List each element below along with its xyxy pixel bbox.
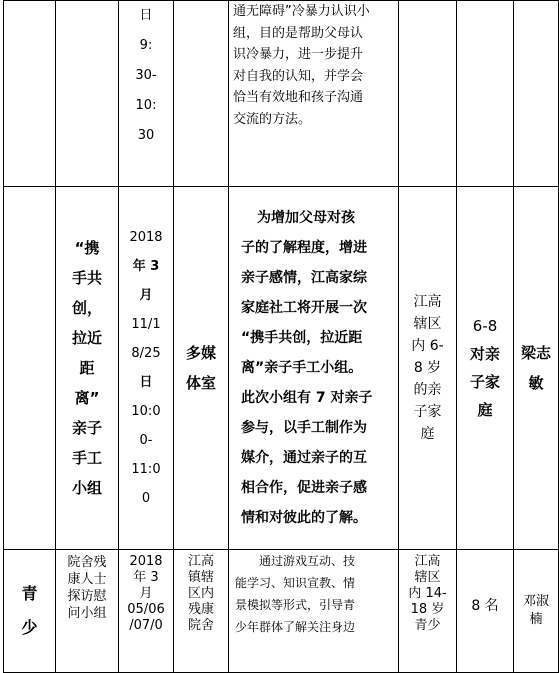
date-line: /07/0 <box>129 618 163 633</box>
description-line: 媒介，通过亲子的互 <box>241 450 367 466</box>
activity-name-line: 离” <box>74 389 100 407</box>
activity-name-line: 手工 <box>71 449 102 467</box>
venue-line: 江高 <box>187 554 214 569</box>
activity-name-line: 院舍残 <box>67 555 107 570</box>
venue-line: 多媒 <box>185 344 216 362</box>
description-cell <box>229 187 399 550</box>
participant-count-line: 子家 <box>469 373 500 391</box>
table-row <box>4 1 559 187</box>
table-row <box>4 550 559 673</box>
staff-line: 梁志 <box>520 344 551 362</box>
activity-name-cell <box>56 1 119 187</box>
description-cell <box>229 1 399 187</box>
category-cell <box>4 187 56 550</box>
date-line: 11:0 <box>131 462 161 477</box>
venue-cell <box>174 1 229 187</box>
staff-line: 楠 <box>529 612 543 627</box>
participant-count-line: 8 名 <box>471 597 499 614</box>
activity-name-line: 创， <box>71 299 102 317</box>
target-group-line: 辖区 <box>413 316 442 332</box>
activity-name-cell <box>56 187 119 550</box>
participant-count-line: 庭 <box>477 401 493 419</box>
target-group-cell <box>399 1 457 187</box>
target-group-line: 内 14- <box>408 586 447 601</box>
venue-line: 残康 <box>187 602 214 617</box>
description-line: 参与，以手工制作为 <box>241 420 367 436</box>
description-cell <box>229 550 399 673</box>
date-line: 10:0 <box>131 404 161 419</box>
description-line: 亲子感情，江高家综 <box>241 270 367 286</box>
description-line: 景模拟等形式，引导青 <box>235 598 356 612</box>
venue-cell <box>174 187 229 550</box>
table-row <box>4 187 559 550</box>
description-line: 子的了解程度，增进 <box>241 240 367 256</box>
date-line: 30 <box>137 128 155 143</box>
target-group-line: 江高 <box>413 294 442 310</box>
description-line: 组，目的是帮助父母认 <box>233 25 364 41</box>
target-group-cell <box>399 187 457 550</box>
target-group-line: 18 岁 <box>410 602 445 617</box>
date-line: 月 <box>139 586 153 601</box>
target-group-line: 庭 <box>420 426 435 442</box>
category-cell: 青 少 <box>4 550 56 673</box>
activity-name-line: 距 <box>79 359 95 377</box>
description-line: 通过游戏互动、技 <box>259 554 356 568</box>
description-line: 为增加父母对孩 <box>257 210 355 226</box>
participant-count-cell <box>457 1 514 187</box>
description-line: 情和对彼此的了解。 <box>241 510 367 526</box>
activity-name-line: 拉近 <box>71 329 102 347</box>
target-group-line: 的亲 <box>413 382 442 398</box>
participant-count-line: 6-8 <box>472 317 498 335</box>
description-line: 少年群体了解关注身边 <box>235 620 356 634</box>
activity-name-line: 探访慰 <box>67 589 107 604</box>
date-line: 11/1 <box>131 317 161 332</box>
target-group-line: 江高 <box>414 554 441 569</box>
date-line: 年 3 <box>132 259 160 274</box>
category-cell <box>4 1 56 187</box>
description-line: 通无障碍”冷暴力认识小 <box>233 4 370 19</box>
activity-schedule-table <box>3 0 559 673</box>
date-line: 10: <box>135 98 157 113</box>
description-line: 识冷暴力，进一步提升 <box>233 47 364 62</box>
venue-line: 体室 <box>185 374 216 392</box>
date-line: 日 <box>139 375 153 390</box>
staff-line: 敏 <box>528 374 544 392</box>
date-line: 05/06 <box>127 602 165 617</box>
date-line: 年 3 <box>133 570 159 585</box>
description-line: 离”亲子手工小组。 <box>241 360 363 376</box>
staff-line: 邓淑 <box>522 594 549 609</box>
date-line: 0 <box>141 491 151 506</box>
staff-cell <box>514 550 559 673</box>
date-line: 2018 <box>129 554 163 569</box>
description-line: 此次小组有 7 对亲子 <box>241 390 373 406</box>
date-line: 8/25 <box>131 346 161 361</box>
date-cell <box>119 1 174 187</box>
activity-name-line: “携 <box>74 239 100 257</box>
activity-name-line: 亲子 <box>71 419 102 437</box>
activity-name-line: 手共 <box>71 269 102 287</box>
description-line: 家庭社工将开展一次 <box>241 300 367 316</box>
date-line: 9: <box>139 38 153 53</box>
venue-cell <box>174 550 229 673</box>
date-line: 月 <box>139 288 153 303</box>
participant-count-line: 对亲 <box>469 345 500 363</box>
date-line: 0- <box>139 433 153 448</box>
description-line: 相合作，促进亲子感 <box>241 480 367 496</box>
date-cell <box>119 187 174 550</box>
date-line: 日 <box>139 8 153 23</box>
description-line: “携手共创，拉近距 <box>241 330 363 346</box>
venue-line: 镇辖 <box>187 570 214 585</box>
activity-name-line: 问小组 <box>67 606 107 621</box>
description-line: 交流的方法。 <box>233 111 312 127</box>
target-group-line: 辖区 <box>414 570 441 585</box>
description-line: 对自我的认知，并学会 <box>233 68 364 84</box>
staff-cell <box>514 187 559 550</box>
activity-name-line: 小组 <box>71 479 102 497</box>
participant-count-cell <box>457 187 514 550</box>
target-group-cell <box>399 550 457 673</box>
target-group-line: 内 6- <box>411 338 444 354</box>
target-group-line: 青少 <box>414 618 441 633</box>
activity-name-line: 康人士 <box>67 572 107 587</box>
date-line: 30- <box>135 68 157 83</box>
participant-count-cell <box>457 550 514 673</box>
staff-cell <box>514 1 559 187</box>
venue-line: 院舍 <box>187 618 214 633</box>
description-line: 能学习、知识宣教、情 <box>235 576 356 590</box>
venue-line: 区内 <box>187 586 214 601</box>
target-group-line: 子家 <box>413 404 442 420</box>
target-group-line: 8 岁 <box>413 360 442 376</box>
date-line: 2018 <box>129 230 163 245</box>
activity-name-cell <box>56 550 119 673</box>
description-line: 恰当有效地和孩子沟通 <box>233 90 364 105</box>
date-cell <box>119 550 174 673</box>
